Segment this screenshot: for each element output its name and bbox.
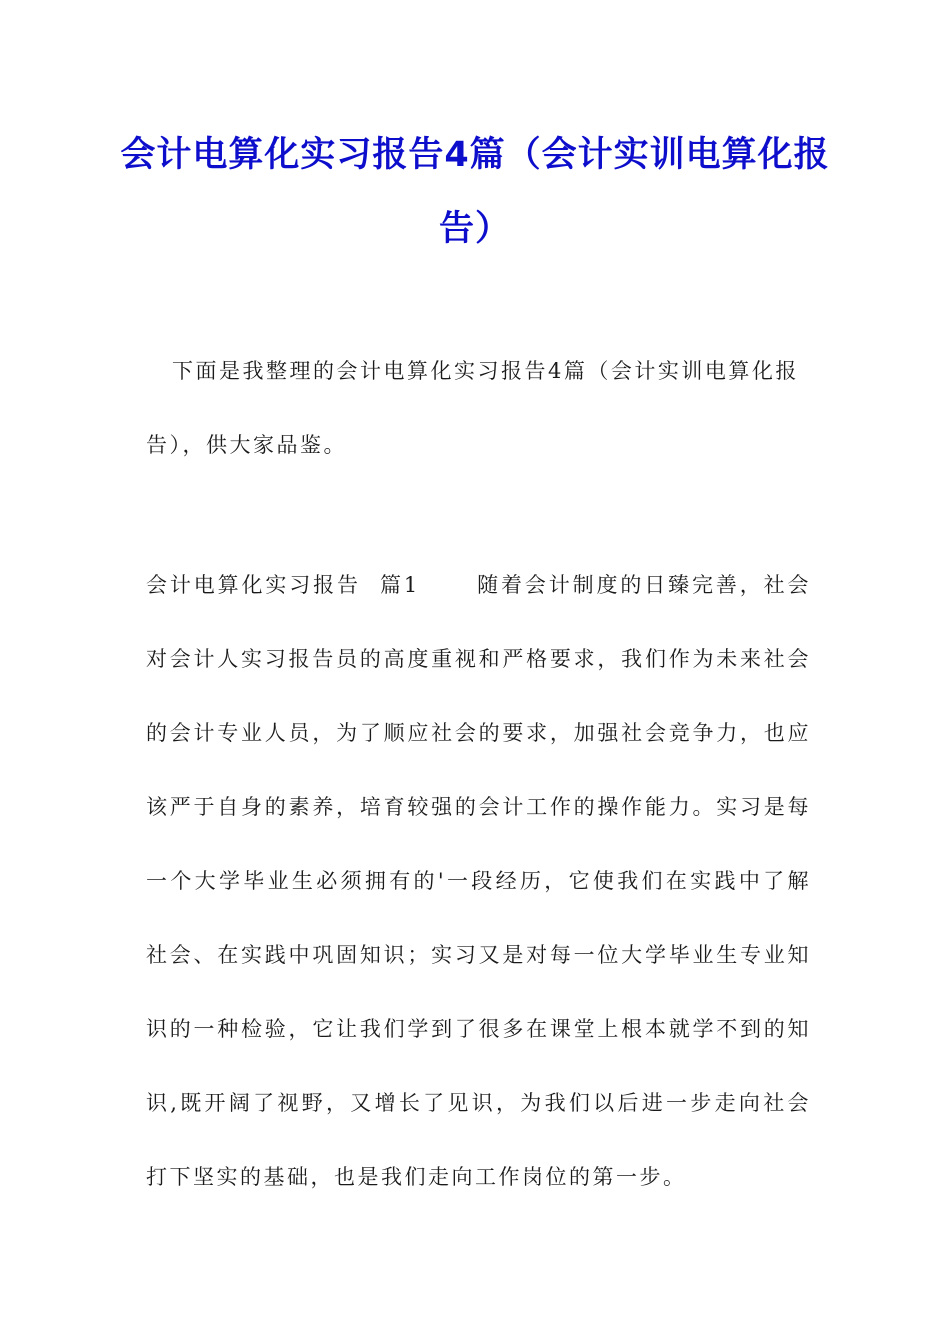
section-gap [420, 573, 477, 597]
section-heading: 会计电算化实习报告 篇1 [146, 573, 420, 597]
document-title: 会计电算化实习报告4篇（会计实训电算化报告） [120, 135, 830, 249]
intro-paragraph: 下面是我整理的会计电算化实习报告4篇（会计实训电算化报告），供大家品鉴。 [146, 359, 799, 457]
section-1 [146, 548, 811, 1214]
section-body: 随着会计制度的日臻完善，社会对会计人实习报告员的高度重视和严格要求，我们作为未来社会的会计专业人员，为了顺应社会的要求，加强社会竞争力，也应该严于自身的素养，培育较强的会计工作的操作能力。实习是每一个大学毕业生必须拥有的'一段经历，它使我们在实践中了解社会、在实践中巩固知识；实习又是对每一位大学毕业生专业知识的一种检验，它让我们学到了很多在课堂上根本就学不到的知识,既开阔了视野，又增长了见识，为我们以后进一步走向社会打下坚实的基础，也是我们走向工作岗位的第一步。 [146, 573, 811, 1189]
